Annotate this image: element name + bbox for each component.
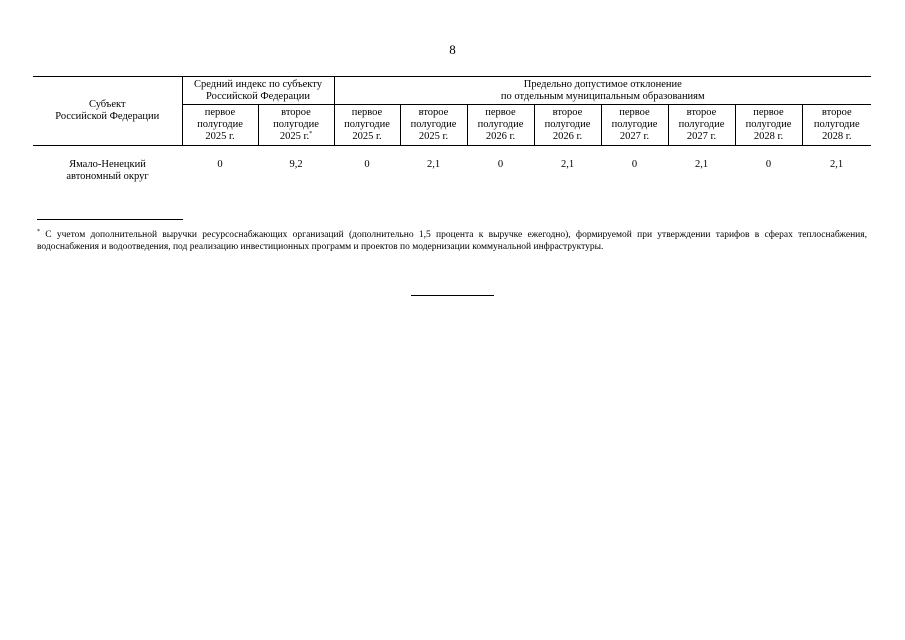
- period-header-cell: первое полугодие 2028 г.: [735, 105, 802, 146]
- footnote-text: С учетом дополнительной выручки ресурсоснабжающих организаций (дополнительно 1,5 процента к выручке ежегодно), формируемой при утверждении тарифов в сферах теплоснабжения, водоснабжения и водоотведения, под реализацию инвестиционных программ и проектов по модернизации коммунальной инфраструктуры.: [37, 230, 867, 252]
- value-cell: 2,1: [829, 159, 844, 170]
- max-deviation-header: Предельно допустимое отклонение по отдельным муниципальным образованиям: [334, 77, 871, 105]
- region-name-cell: Ямало-Ненецкий автономный округ: [66, 159, 149, 182]
- page-number: 8: [449, 42, 456, 57]
- period-header-cell: первое полугодие 2025 г.: [182, 105, 258, 146]
- average-index-header: Средний индекс по субъекту Российской Федерации: [182, 77, 334, 105]
- value-cell: 0: [364, 159, 370, 170]
- period-header-cell: второе полугодие 2027 г.: [668, 105, 735, 146]
- period-header-cell: первое полугодие 2026 г.: [467, 105, 534, 146]
- value-cell: 2,1: [560, 159, 575, 170]
- table-body: [33, 146, 871, 184]
- footnote-separator: [37, 219, 183, 220]
- value-cell: 0: [765, 159, 772, 170]
- period-header-cell: первое полугодие 2027 г.: [601, 105, 668, 146]
- value-cell: 0: [497, 159, 504, 170]
- value-cell: 2,1: [426, 159, 441, 170]
- tariff-index-table: [33, 76, 871, 183]
- footnote: [37, 229, 867, 253]
- value-cell: 2,1: [694, 159, 709, 170]
- period-header-cell: второе полугодие 2026 г.: [534, 105, 601, 146]
- value-cell: 0: [631, 159, 638, 170]
- period-header-cell: второе полугодие 2028 г.: [813, 107, 860, 142]
- period-header-cell: второе полугодие 2025 г.*: [258, 105, 334, 146]
- footnote-mark: *: [37, 229, 40, 235]
- value-cell: 0: [217, 159, 223, 170]
- period-header-cell: второе полугодие 2025 г.: [400, 105, 467, 146]
- period-header-cell: первое полугодие 2025 г.: [334, 105, 400, 146]
- end-of-document-rule: [411, 295, 494, 296]
- subject-column-header: Субъект Российской Федерации: [33, 77, 182, 146]
- value-cell: 9,2: [289, 159, 303, 170]
- table-row: [33, 146, 871, 184]
